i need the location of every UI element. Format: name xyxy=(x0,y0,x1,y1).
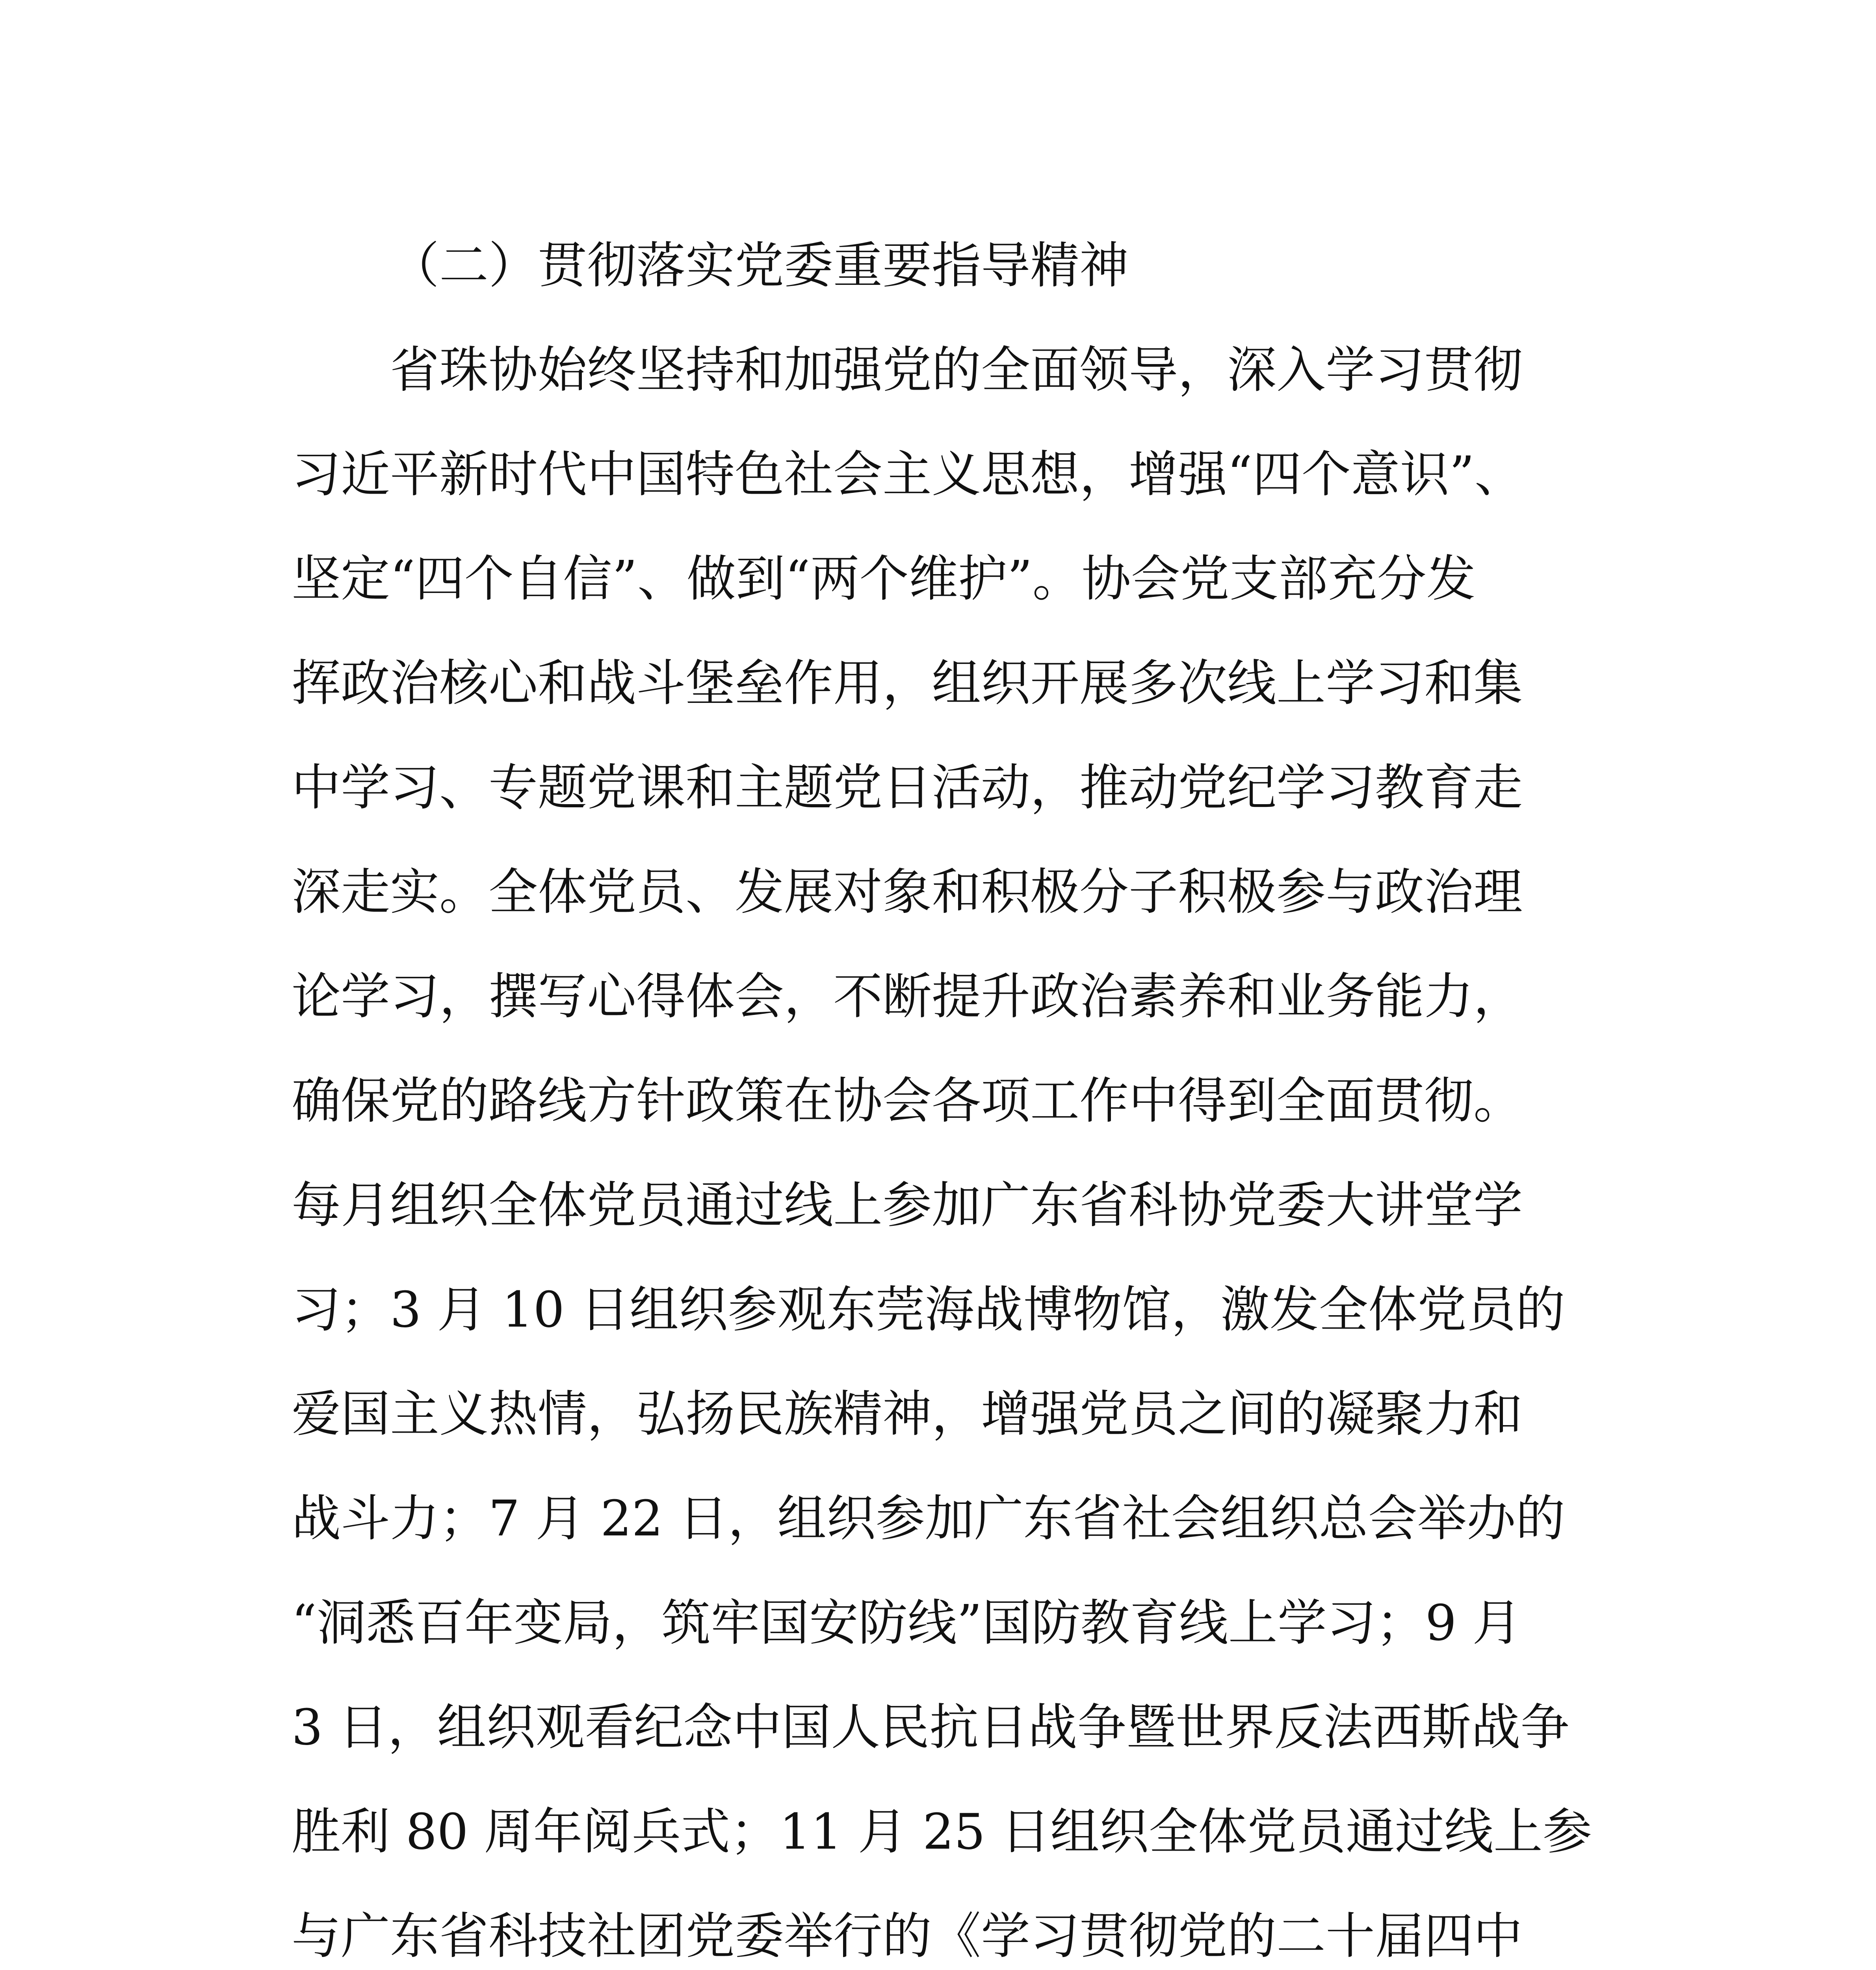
paragraph-line: 习近平新时代中国特色社会主义思想，增强“四个意识”、 xyxy=(292,446,1524,503)
paragraph-line: 确保党的路线方针政策在协会各项工作中得到全面贯彻。 xyxy=(292,1072,1523,1130)
paragraph-line: 胜利 80 周年阅兵式；11 月 25 日组织全体党员通过线上参 xyxy=(292,1803,1592,1860)
section-heading-2: （二）贯彻落实党委重要指导精神 xyxy=(390,237,1129,294)
paragraph-line: 论学习，撰写心得体会，不断提升政治素养和业务能力， xyxy=(292,968,1523,1025)
paragraph-line: 习；3 月 10 日组织参观东莞海战博物馆，激发全体党员的 xyxy=(292,1281,1565,1338)
paragraph-line: 每月组织全体党员通过线上参加广东省科协党委大讲堂学 xyxy=(292,1177,1523,1234)
paragraph-line: 深走实。全体党员、发展对象和积极分子积极参与政治理 xyxy=(292,864,1523,921)
paragraph-line: 挥政治核心和战斗堡垒作用，组织开展多次线上学习和集 xyxy=(292,655,1523,712)
paragraph-line: 爱国主义热情，弘扬民族精神，增强党员之间的凝聚力和 xyxy=(292,1386,1523,1443)
paragraph-line: 坚定“四个自信”、做到“两个维护”。协会党支部充分发 xyxy=(292,550,1476,608)
paragraph-line: 省珠协始终坚持和加强党的全面领导，深入学习贯彻 xyxy=(390,342,1523,399)
paragraph-line: 中学习、专题党课和主题党日活动，推动党纪学习教育走 xyxy=(292,759,1523,816)
paragraph-line: 3 日，组织观看纪念中国人民抗日战争暨世界反法西斯战争 xyxy=(292,1699,1570,1756)
paragraph-line: “洞悉百年变局，筑牢国安防线”国防教育线上学习；9 月 xyxy=(292,1595,1522,1652)
paragraph-line: 与广东省科技社团党委举行的《学习贯彻党的二十届四中 xyxy=(292,1908,1523,1965)
paragraph-line: 战斗力；7 月 22 日，组织参加广东省社会组织总会举办的 xyxy=(292,1490,1565,1547)
